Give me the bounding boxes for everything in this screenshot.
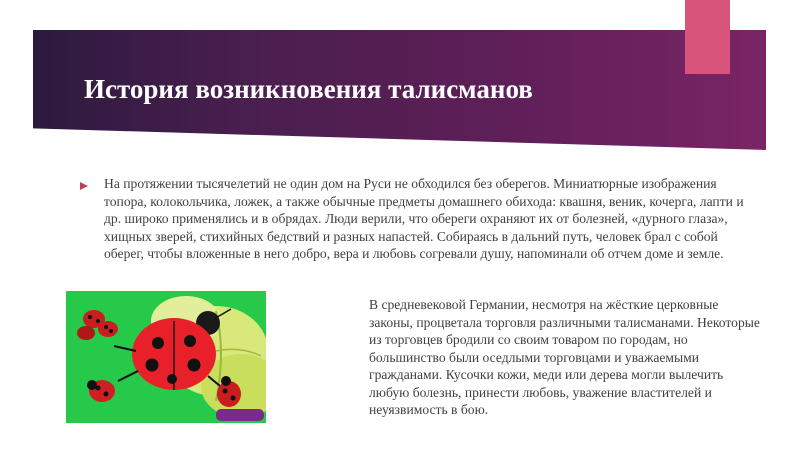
arrow-bullet-icon: [80, 182, 88, 190]
ladybugs-illustration: [66, 291, 266, 423]
paragraph-rus: На протяжении тысячелетий не один дом на Руси не обходился без оберегов. Миниатюрные изображения топора, колокольчика, ложек, а также обычные предметы домашнего обихода: квашня, веник, кочерга, лапти и др. широко применялись и в обрядах. Люди верили, что обереги охраняют их от болезней, «дурного глаза», хищных зверей, стихийных бедствий и разных напастей. Собираясь в дальний путь, человек брал с собой оберег, чтобы вложенные в него добро, вера и любовь согревали душу, напоминали об отчем доме и земле.: [104, 176, 744, 261]
accent-bar: [685, 0, 730, 74]
ladybugs-image: [66, 291, 266, 423]
slide-title: История возникновения талисманов: [84, 74, 533, 104]
paragraph-germany: В средневековой Германии, несмотря на жёсткие церковные законы, процветала торговля различными талисманами. Некоторые из торговцев бродили со своим товаром по городам, но большинство были оседлыми торговцами и уважаемыми гражданами. Кусочки кожи, меди или дерева могли вылечить любую болезнь, принести любовь, уважение властителей и неуязвимость в бою.: [369, 297, 760, 417]
watermark-badge: [216, 409, 264, 421]
